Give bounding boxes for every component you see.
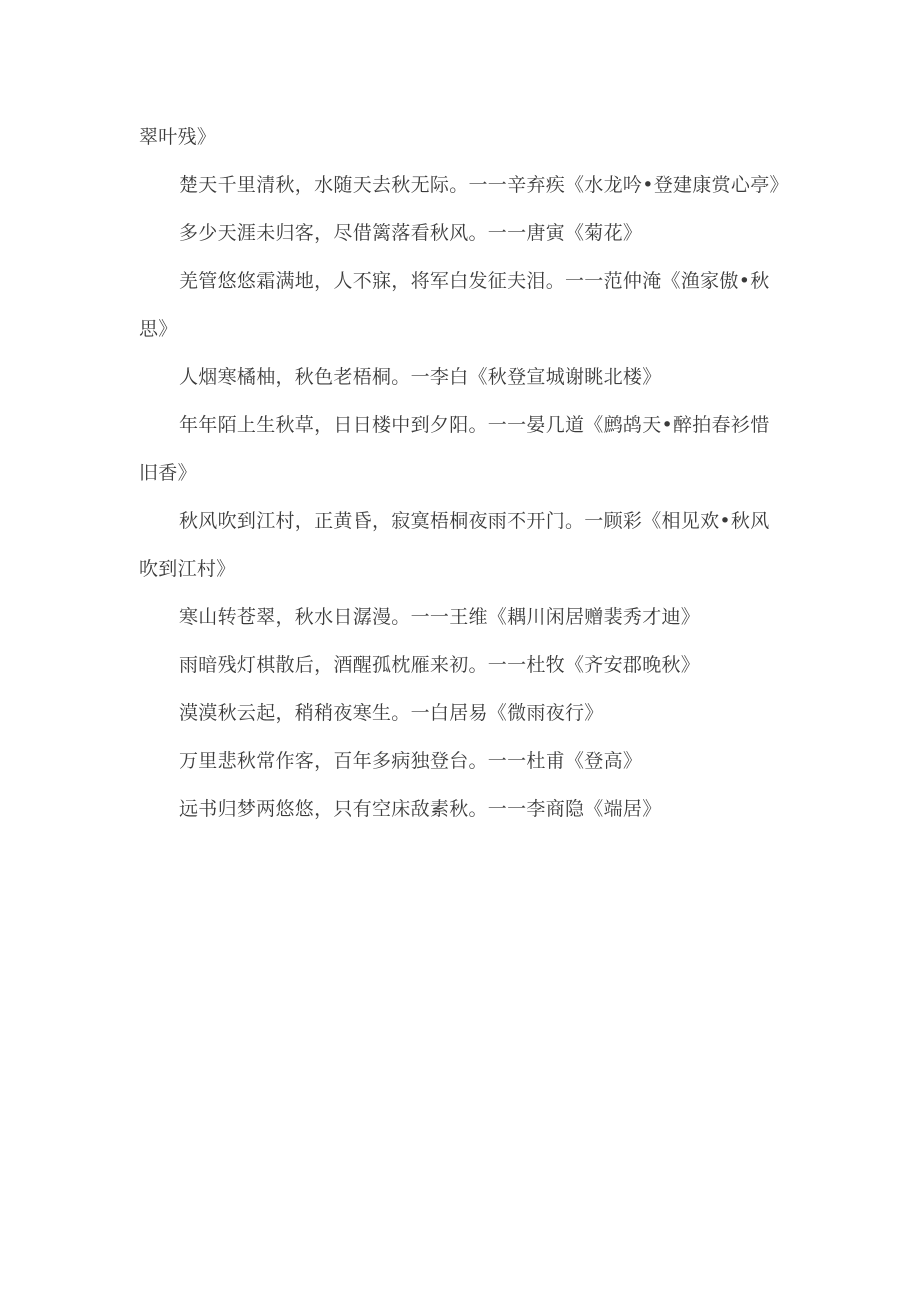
paragraph: 年年陌上生秋草，日日楼中到夕阳。一一晏几道《鹧鸪天•醉拍春衫惜旧香》 <box>139 414 770 484</box>
paragraph: 寒山转苍翠，秋水日潺漫。一一王维《耦川闲居赠裴秀才迪》 <box>179 606 701 628</box>
paragraph: 远书归梦两悠悠，只有空床敌素秋。一一李商隐《端居》 <box>179 798 662 820</box>
paragraph: 雨暗残灯棋散后，酒醒孤枕雁来初。一一杜牧《齐安郡晚秋》 <box>179 654 701 676</box>
paragraph: 万里悲秋常作客，百年多病独登台。一一杜甫《登高》 <box>179 750 643 772</box>
paragraph: 秋风吹到江村，正黄昏，寂寞梧桐夜雨不开门。一顾彩《相见欢•秋风吹到江村》 <box>139 510 770 580</box>
poem-list <box>139 113 787 833</box>
paragraph: 漠漠秋云起，稍稍夜寒生。一白居易《微雨夜行》 <box>179 702 604 724</box>
paragraph: 楚天千里清秋，水随天去秋无际。一一辛弃疾《水龙吟•登建康赏心亭》 <box>179 174 789 196</box>
paragraph: 人烟寒橘柚，秋色老梧桐。一李白《秋登宣城谢眺北楼》 <box>179 366 662 388</box>
paragraph: 多少天涯未归客，尽借篱落看秋风。一一唐寅《菊花》 <box>179 222 643 244</box>
paragraph: 羌管悠悠霜满地，人不寐，将军白发征夫泪。一一范仲淹《渔家傲•秋思》 <box>139 270 770 340</box>
paragraph-continuation: 翠叶残》 <box>139 126 217 148</box>
